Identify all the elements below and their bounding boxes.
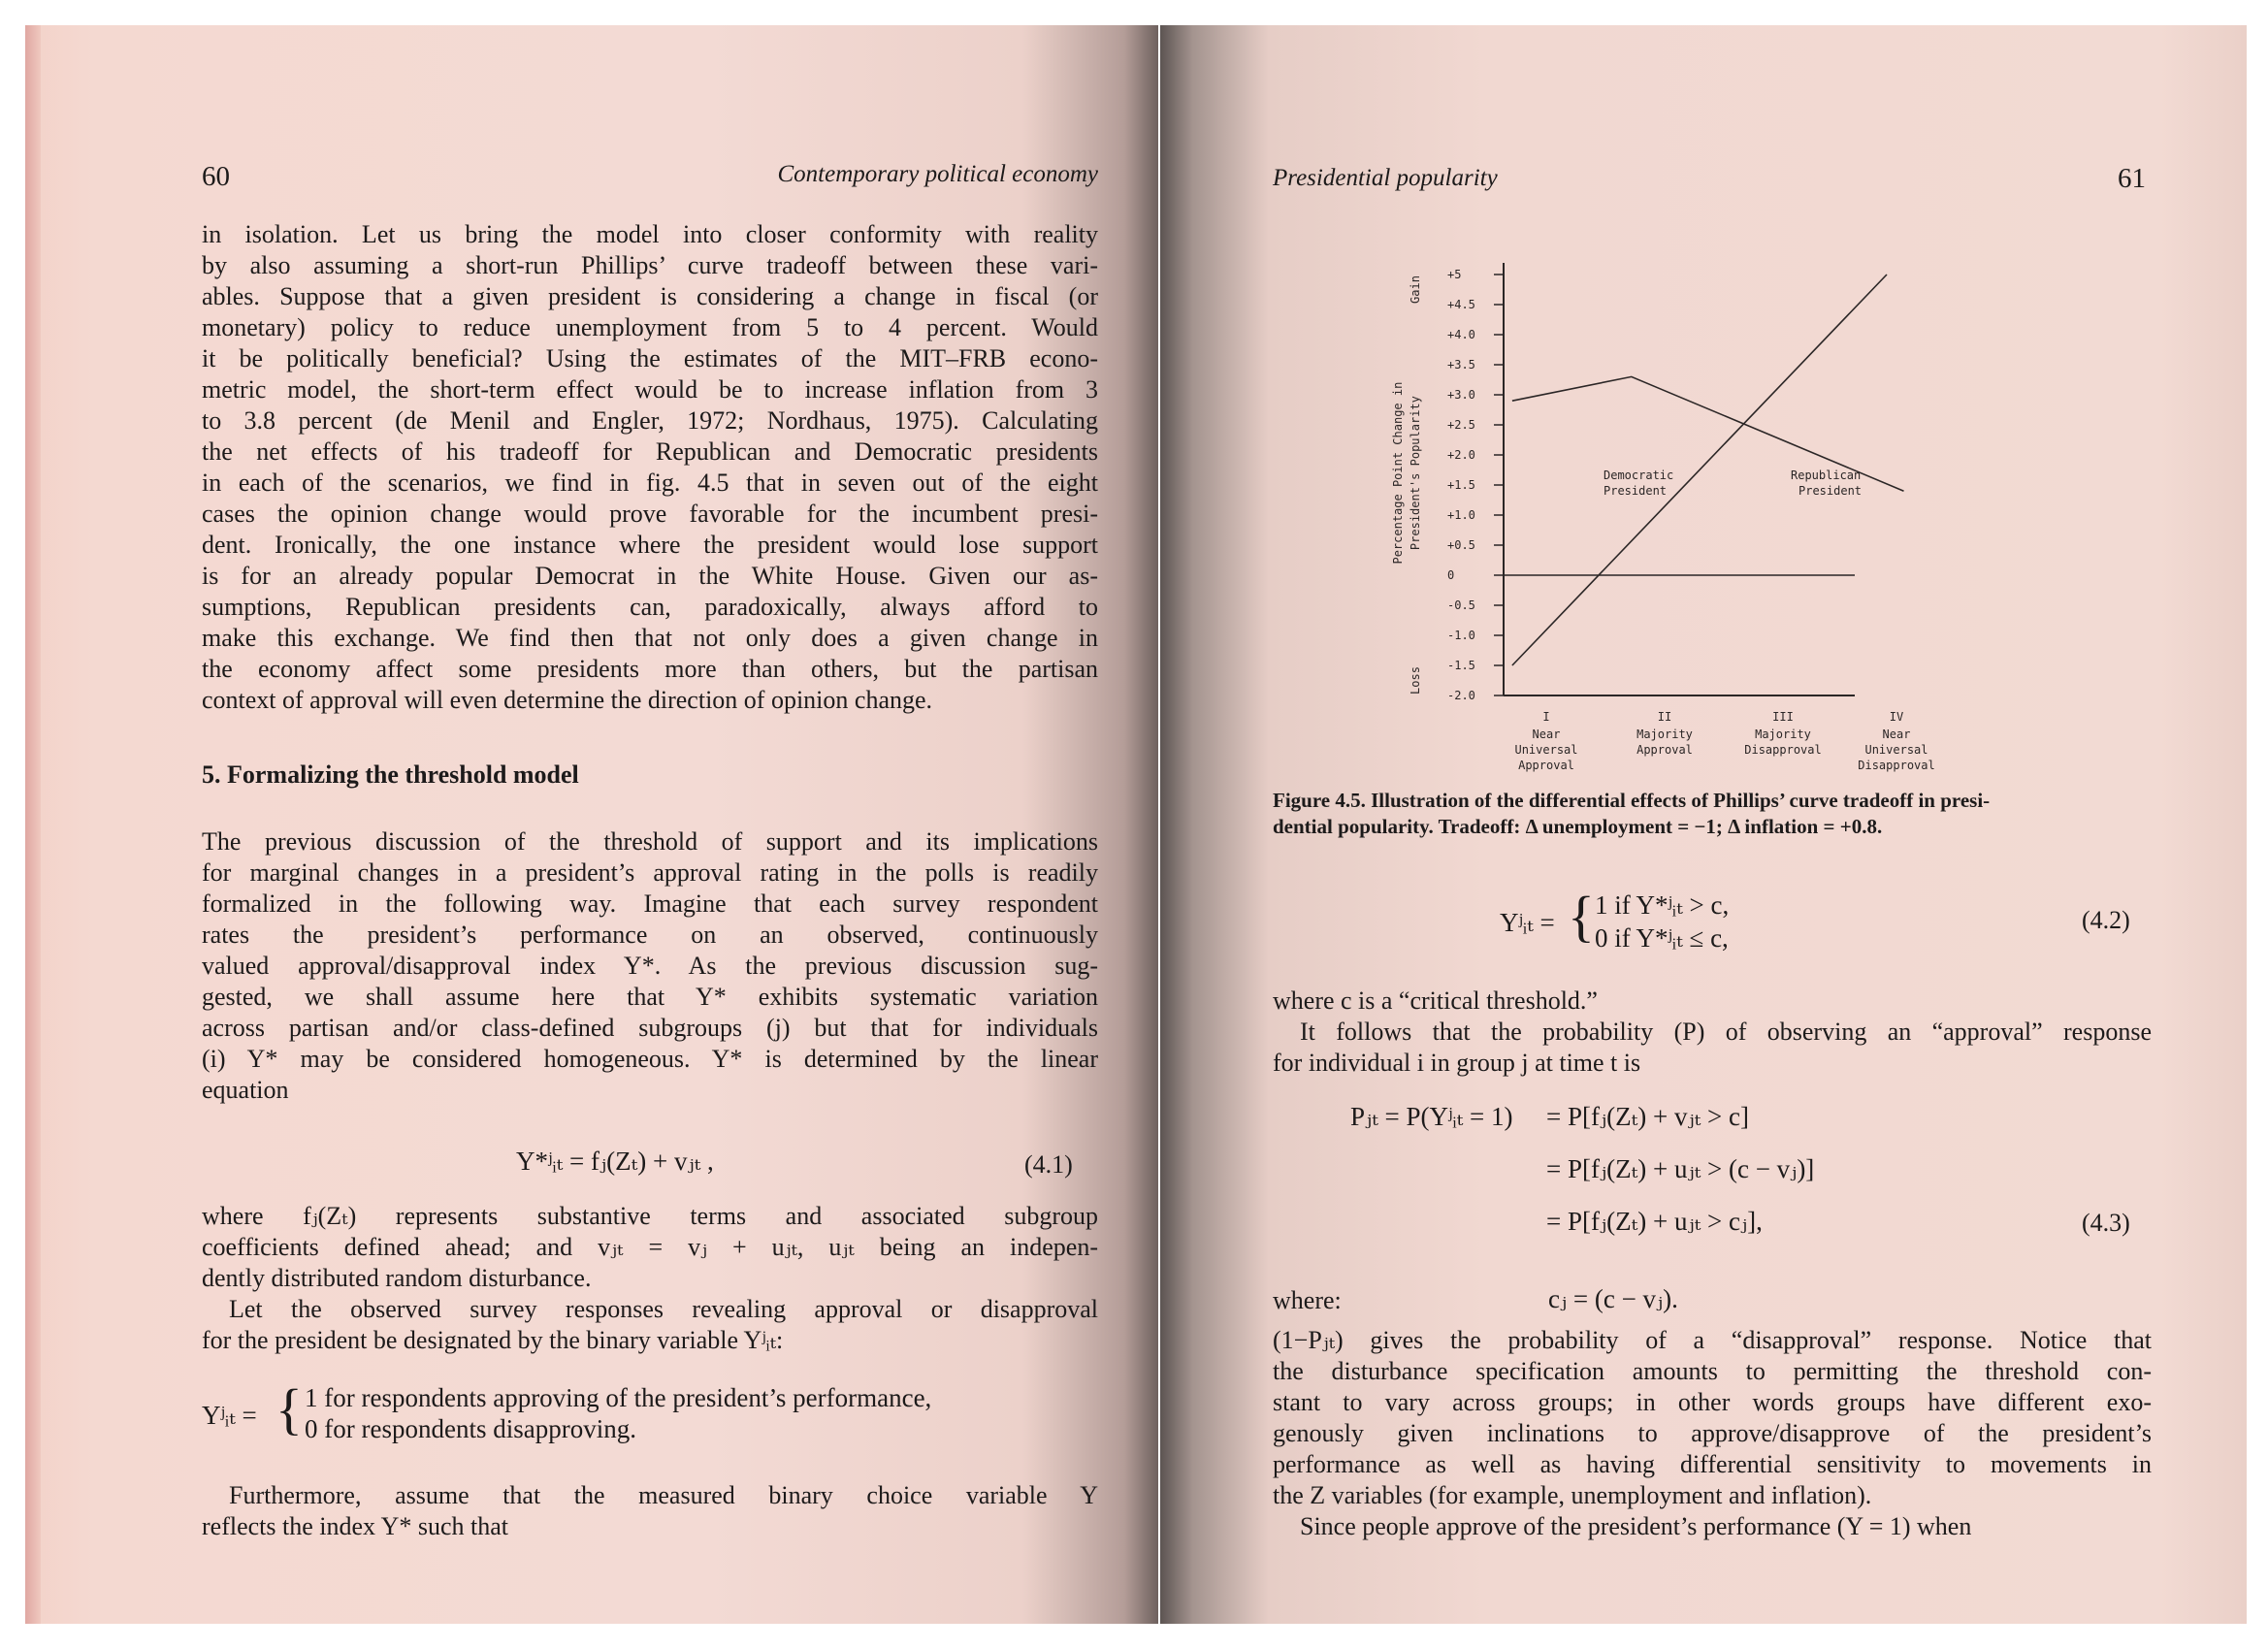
page-number: 60 bbox=[202, 161, 230, 192]
equation-number: (4.1) bbox=[1024, 1150, 1073, 1179]
text-line: in each of the scenarios, we find in fig. 4.5 that in seven out of the eight bbox=[202, 469, 1098, 497]
section-heading: 5. Formalizing the threshold model bbox=[202, 760, 579, 789]
x-category-numeral: III bbox=[1772, 710, 1794, 724]
text-line: the net effects of his tradeoff for Republican and Democratic presidents bbox=[202, 437, 1098, 466]
text-line: Since people approve of the president’s performance (Y = 1) when bbox=[1300, 1512, 1972, 1540]
y-label-line-1: Percentage Point Change in bbox=[1391, 381, 1405, 565]
x-category-label: Majority bbox=[1636, 728, 1693, 741]
y-tick-label: -1.0 bbox=[1447, 629, 1475, 642]
y-tick-label: +3.0 bbox=[1447, 388, 1475, 402]
x-category-label: Disapproval bbox=[1744, 743, 1822, 757]
x-category-label: Majority bbox=[1755, 728, 1811, 741]
equation-number: (4.2) bbox=[2082, 906, 2130, 934]
text-line: cases the opinion change would prove favorable for the incumbent presi- bbox=[202, 500, 1098, 528]
text-line: across partisan and/or class-defined subgroups (j) but that for individuals bbox=[202, 1014, 1098, 1042]
text-line: the disturbance specification amounts to permitting the threshold con- bbox=[1273, 1357, 2152, 1385]
page-number: 61 bbox=[2118, 163, 2146, 194]
text-line: is for an already popular Democrat in the White House. Given our as- bbox=[202, 562, 1098, 590]
running-head: Contemporary political economy bbox=[777, 161, 1098, 187]
text-line: coefficients defined ahead; and vⱼₜ = vⱼ + uⱼₜ, uⱼₜ being an indepen- bbox=[202, 1233, 1098, 1261]
text-line: metric model, the short-term effect would be to increase inflation from 3 bbox=[202, 375, 1098, 404]
figure-caption bbox=[1273, 788, 2152, 840]
text-line: Let the observed survey responses revealing approval or disapproval bbox=[229, 1295, 1098, 1323]
text-line: the Z variables (for example, unemployment and inflation). bbox=[1273, 1481, 1872, 1509]
caption-text-2: dential popularity. Tradeoff: Δ unemployment = −1; Δ inflation = +0.8. bbox=[1273, 815, 1883, 838]
x-category-label: Universal bbox=[1864, 743, 1928, 757]
eq43-line1-lhs: Pⱼₜ = P(Yʲᵢₜ = 1) bbox=[1350, 1102, 1513, 1131]
text-line: equation bbox=[202, 1076, 289, 1104]
eq42-case-1: 1 if Y*ʲᵢₜ > c, bbox=[1595, 890, 1730, 920]
left-page bbox=[25, 25, 1158, 1624]
body-paragraph bbox=[1273, 1017, 2152, 1079]
running-head: Presidential popularity bbox=[1273, 165, 1498, 191]
text-line: for individual i in group j at time t is bbox=[1273, 1049, 1641, 1077]
eq43-line2: = P[fⱼ(Zₜ) + uⱼₜ > (c − vⱼ)] bbox=[1546, 1154, 1815, 1183]
y-tick-label: -1.5 bbox=[1447, 659, 1475, 672]
where-label: where: bbox=[1273, 1286, 1342, 1314]
y-tick-label: +4.5 bbox=[1447, 298, 1475, 311]
text-line: for marginal changes in a president’s approval rating in the polls is readily bbox=[202, 858, 1098, 887]
right-page bbox=[1160, 25, 2247, 1624]
where-definition: cⱼ = (c − vⱼ). bbox=[1548, 1284, 1678, 1313]
eq42-lhs: Yʲᵢₜ = bbox=[1500, 908, 1555, 937]
x-category-numeral: IV bbox=[1889, 710, 1904, 724]
caption-label: Figure 4.5. bbox=[1273, 789, 1366, 812]
text-line: stant to vary across groups; in other words groups have different exo- bbox=[1273, 1388, 2152, 1416]
body-paragraph bbox=[202, 826, 1098, 1106]
body-paragraph bbox=[202, 1201, 1098, 1294]
binary-case-1: 1 for respondents approving of the president’s performance, bbox=[305, 1383, 932, 1412]
x-category-numeral: I bbox=[1542, 710, 1550, 724]
y-tick-label: +1.0 bbox=[1447, 508, 1475, 522]
body-paragraph bbox=[202, 1480, 1098, 1542]
brace: { bbox=[275, 1377, 303, 1440]
y-label-line-2: President's Popularity bbox=[1409, 396, 1422, 551]
eq42-case-2: 0 if Y*ʲᵢₜ ≤ c, bbox=[1595, 923, 1729, 953]
critical-threshold-line: where c is a “critical threshold.” bbox=[1273, 986, 1598, 1015]
text-line: monetary) policy to reduce unemployment from 5 to 4 percent. Would bbox=[202, 313, 1098, 341]
y-label-gain: Gain bbox=[1409, 275, 1422, 304]
text-line: gested, we shall assume here that Y* exhibits systematic variation bbox=[202, 983, 1098, 1011]
text-line: in isolation. Let us bring the model into closer conformity with reality bbox=[202, 220, 1098, 248]
y-tick-label: +1.5 bbox=[1447, 478, 1475, 492]
y-tick-label: 0 bbox=[1447, 568, 1455, 582]
series-label-democratic: Democratic bbox=[1604, 468, 1674, 482]
text-line: (i) Y* may be considered homogeneous. Y* is determined by the linear bbox=[202, 1045, 1098, 1073]
text-line: The previous discussion of the threshold of support and its implications bbox=[202, 827, 1098, 856]
binary-lhs: Yʲᵢₜ = bbox=[202, 1401, 257, 1430]
body-paragraph bbox=[202, 219, 1098, 716]
eq43-line3: = P[fⱼ(Zₜ) + uⱼₜ > cⱼ], bbox=[1546, 1207, 1763, 1236]
text-line: it be politically beneficial? Using the estimates of the MIT–FRB econo- bbox=[202, 344, 1098, 372]
text-line: for the president be designated by the binary variable Yʲᵢₜ: bbox=[202, 1326, 784, 1354]
text-line: reflects the index Y* such that bbox=[202, 1512, 508, 1540]
binary-case-2: 0 for respondents disapproving. bbox=[305, 1414, 636, 1443]
x-category-label: Approval bbox=[1518, 759, 1574, 772]
y-tick-label: +2.0 bbox=[1447, 448, 1475, 462]
text-line: by also assuming a short-run Phillips’ curve tradeoff between these vari- bbox=[202, 251, 1098, 279]
y-tick-label: +3.5 bbox=[1447, 358, 1475, 372]
y-tick-label: +5 bbox=[1447, 268, 1462, 281]
text-line: sumptions, Republican presidents can, paradoxically, always afford to bbox=[202, 593, 1098, 621]
text-line: dent. Ironically, the one instance where the president would lose support bbox=[202, 531, 1098, 559]
text-line: the economy affect some presidents more than others, but the partisan bbox=[202, 655, 1098, 683]
equation-4-1: Y*ʲᵢₜ = fⱼ(Zₜ) + vⱼₜ , bbox=[516, 1147, 714, 1176]
text-line: genously given inclinations to approve/disapprove of the president’s bbox=[1273, 1419, 2152, 1447]
text-line: rates the president’s performance on an observed, continuously bbox=[202, 921, 1098, 949]
book-spread bbox=[25, 25, 2247, 1624]
x-category-label: Approval bbox=[1636, 743, 1693, 757]
y-tick-label: -2.0 bbox=[1447, 689, 1475, 702]
text-line: context of approval will even determine the direction of opinion change. bbox=[202, 686, 933, 714]
x-category-label: Disapproval bbox=[1858, 759, 1935, 772]
y-label-loss: Loss bbox=[1409, 666, 1422, 695]
equation-number: (4.3) bbox=[2082, 1209, 2130, 1237]
text-line: dently distributed random disturbance. bbox=[202, 1264, 592, 1292]
caption-text-1: Illustration of the differential effects of Phillips’ curve tradeoff in presi- bbox=[1371, 789, 1991, 812]
y-tick-label: +0.5 bbox=[1447, 538, 1475, 552]
text-line: to 3.8 percent (de Menil and Engler, 1972; Nordhaus, 1975). Calculating bbox=[202, 406, 1098, 435]
x-category-label: Near bbox=[1882, 728, 1911, 741]
brace: { bbox=[1568, 885, 1595, 948]
eq43-line1-rhs: = P[fⱼ(Zₜ) + vⱼₜ > c] bbox=[1546, 1102, 1749, 1131]
text-line: It follows that the probability (P) of observing an “approval” response bbox=[1300, 1018, 2152, 1046]
body-paragraph bbox=[1273, 986, 2152, 1017]
y-tick-label: +2.5 bbox=[1447, 418, 1475, 432]
text-line: ables. Suppose that a given president is considering a change in fiscal (or bbox=[202, 282, 1098, 310]
series-label-republican: Republican bbox=[1791, 468, 1862, 482]
y-tick-label: +4.0 bbox=[1447, 328, 1475, 341]
text-line: formalized in the following way. Imagine that each survey respondent bbox=[202, 889, 1098, 918]
y-tick-label: -0.5 bbox=[1447, 598, 1475, 612]
series-label-democratic: President bbox=[1604, 483, 1668, 498]
series-label-republican: President bbox=[1798, 483, 1863, 498]
x-category-label: Universal bbox=[1514, 743, 1578, 757]
text-line: make this exchange. We find then that not only does a given change in bbox=[202, 624, 1098, 652]
body-paragraph bbox=[202, 1294, 1098, 1356]
text-line: Furthermore, assume that the measured binary choice variable Y bbox=[229, 1481, 1098, 1509]
text-line: performance as well as having differential sensitivity to movements in bbox=[1273, 1450, 2152, 1478]
figure-4-5-chart bbox=[1321, 224, 1935, 806]
x-category-numeral: II bbox=[1657, 710, 1672, 724]
text-line: (1−Pⱼₜ) gives the probability of a “disapproval” response. Notice that bbox=[1273, 1326, 2152, 1354]
x-category-label: Near bbox=[1532, 728, 1561, 741]
body-paragraph bbox=[1273, 1511, 2152, 1542]
text-line: where fⱼ(Zₜ) represents substantive terms and associated subgroup bbox=[202, 1202, 1098, 1230]
body-paragraph bbox=[1273, 1325, 2152, 1511]
text-line: valued approval/disapproval index Y*. As the previous discussion sug- bbox=[202, 952, 1098, 980]
